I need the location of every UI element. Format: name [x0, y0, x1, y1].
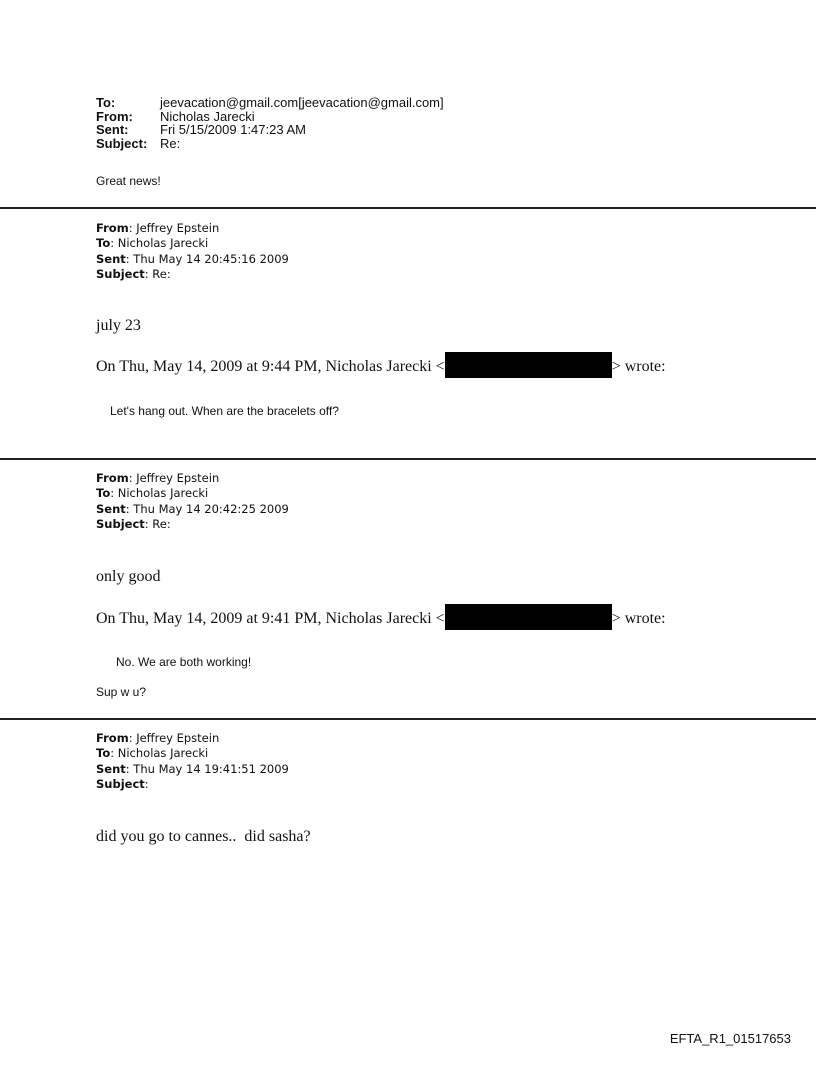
message-to-row — [96, 486, 289, 501]
sent-value: : Thu May 14 20:42:25 2009 — [125, 501, 289, 516]
subject-label: Subject — [96, 266, 145, 281]
email-header — [96, 96, 444, 150]
message-1-quoted-line: Let's hang out. When are the bracelets off? — [110, 404, 339, 418]
message-from-row — [96, 221, 289, 236]
message-1-quote-intro — [96, 352, 666, 378]
quote-intro-text: On Thu, May 14, 2009 at 9:44 PM, Nicholas Jarecki < — [96, 358, 445, 375]
to-value: : Nicholas Jarecki — [110, 746, 209, 761]
message-2-quoted-line: No. We are both working! — [116, 655, 252, 669]
message-sent-row — [96, 762, 289, 777]
redaction-block — [445, 352, 612, 378]
redaction-block — [445, 604, 612, 630]
subject-value: : Re: — [144, 516, 171, 531]
from-label: From — [96, 221, 129, 235]
from-value: : Jeffrey Epstein — [128, 471, 220, 485]
subject-label: Subject — [96, 516, 145, 531]
divider — [0, 718, 816, 720]
message-2-body: only good — [96, 568, 161, 585]
message-1-body: july 23 — [96, 317, 141, 334]
message-subject-row — [96, 777, 289, 792]
from-value: : Jeffrey Epstein — [128, 731, 220, 745]
subject-value: : Re: — [144, 266, 171, 281]
sent-value: : Thu May 14 19:41:51 2009 — [125, 761, 289, 776]
message-2-header — [96, 471, 289, 532]
from-label: From — [96, 471, 129, 485]
sent-row — [96, 123, 444, 137]
message-3-body: did you go to cannes.. did sasha? — [96, 828, 311, 845]
quote-intro-suffix: > wrote: — [611, 610, 666, 627]
message-to-row — [96, 746, 289, 761]
to-value: : Nicholas Jarecki — [110, 486, 209, 501]
from-label: From — [96, 731, 129, 745]
message-2-quoted-line: Sup w u? — [96, 685, 147, 699]
to-value: jeevacation@gmail.com[jeevacation@gmail.com] — [160, 95, 444, 110]
message-sent-row — [96, 252, 289, 267]
message-subject-row — [96, 267, 289, 282]
sent-value: : Thu May 14 20:45:16 2009 — [125, 251, 289, 266]
from-value: Nicholas Jarecki — [160, 108, 255, 124]
to-label: To — [96, 746, 111, 761]
sent-value: Fri 5/15/2009 1:47:23 AM — [160, 122, 306, 137]
sent-label: Sent: — [96, 122, 129, 137]
subject-row — [96, 137, 444, 151]
top-message-body: Great news! — [96, 174, 161, 188]
to-row — [96, 96, 444, 110]
message-3-header — [96, 731, 289, 792]
sent-label: Sent — [96, 761, 126, 776]
message-subject-row — [96, 517, 289, 532]
subject-value: : — [144, 776, 149, 791]
to-value: : Nicholas Jarecki — [110, 236, 209, 251]
message-1-header — [96, 221, 289, 282]
subject-label: Subject — [96, 776, 145, 791]
sent-label: Sent — [96, 251, 126, 266]
divider — [0, 207, 816, 209]
sent-label: Sent — [96, 501, 126, 516]
to-label: To: — [96, 95, 116, 110]
message-sent-row — [96, 502, 289, 517]
from-label: From: — [96, 108, 133, 124]
subject-value: Re: — [160, 135, 181, 151]
to-label: To — [96, 236, 111, 251]
message-to-row — [96, 236, 289, 251]
from-value: : Jeffrey Epstein — [128, 221, 220, 235]
quote-intro-text: On Thu, May 14, 2009 at 9:41 PM, Nicholas Jarecki < — [96, 610, 445, 627]
divider — [0, 458, 816, 460]
document-id: EFTA_R1_01517653 — [669, 1031, 791, 1046]
message-from-row — [96, 471, 289, 486]
message-from-row — [96, 731, 289, 746]
message-2-quote-intro — [96, 604, 666, 630]
from-row — [96, 110, 444, 124]
to-label: To — [96, 486, 111, 501]
subject-label: Subject: — [96, 135, 148, 151]
quote-intro-suffix: > wrote: — [611, 358, 666, 375]
